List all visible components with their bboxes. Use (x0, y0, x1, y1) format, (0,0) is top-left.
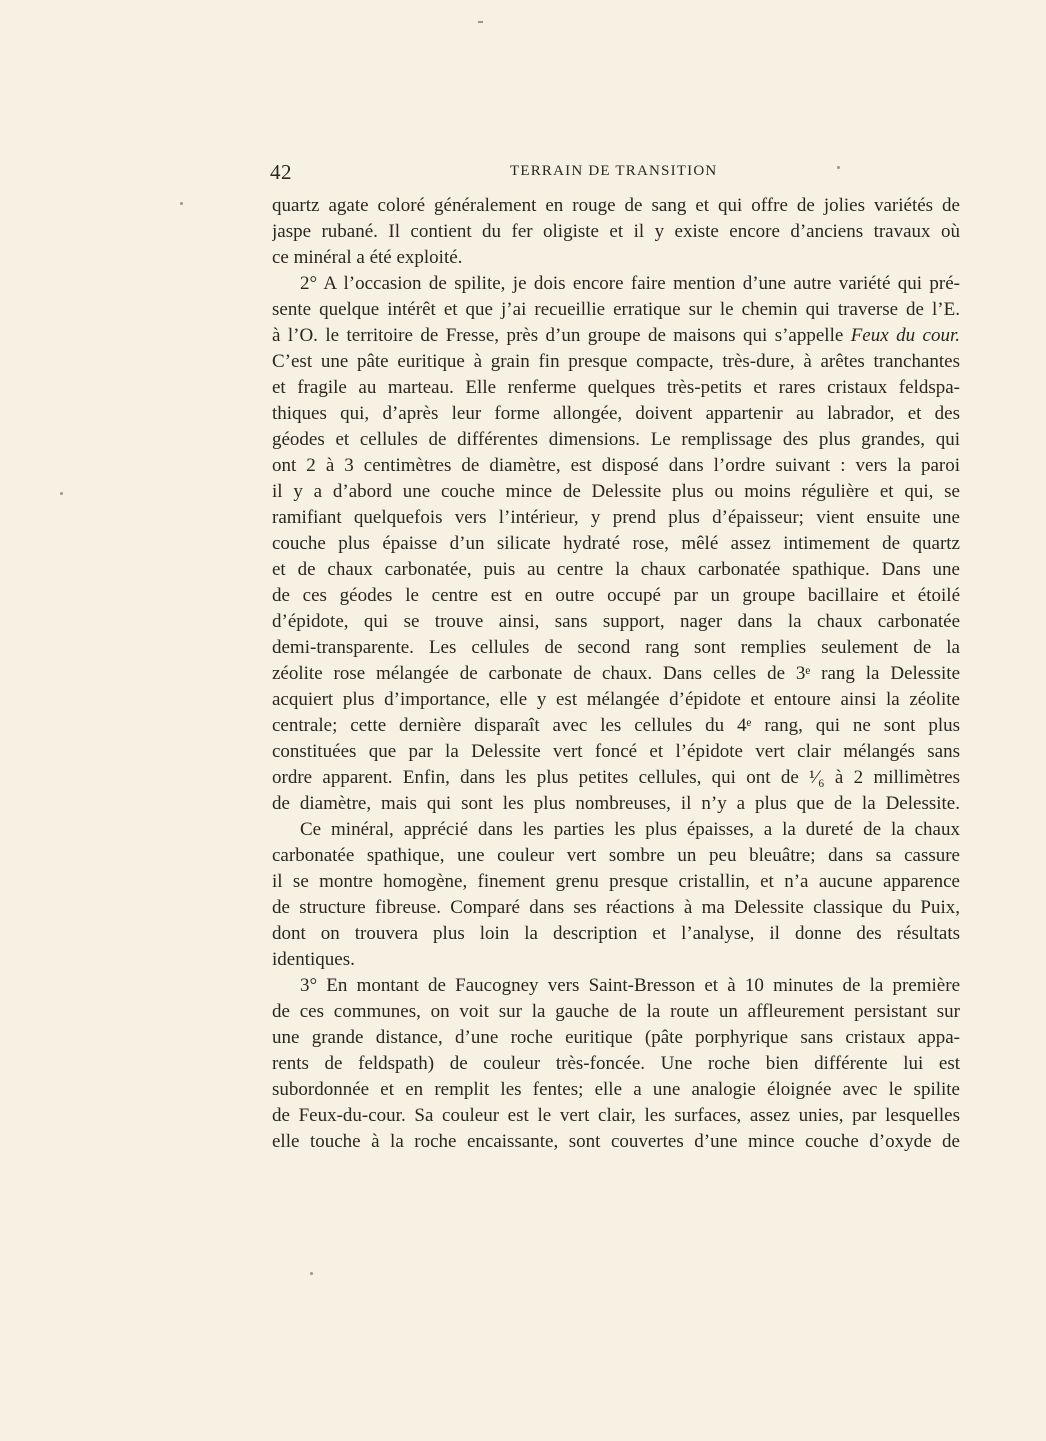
text-line: ont 2 à 3 centimètres de diamètre, est disposé dans l’ordre suivant : vers la paroi (272, 455, 960, 476)
text-line: ordre apparent. Enfin, dans les plus petites cellules, qui ont de ¹⁄₆ à 2 millimètres (272, 767, 960, 788)
text-line: de diamètre, mais qui sont les plus nombreuses, il n’y a plus que de la Delessite. (272, 793, 960, 814)
text-line-with-italic (272, 323, 960, 349)
text-line: ce minéral a été exploité. (272, 247, 463, 268)
text-line: il y a d’abord une couche mince de Delessite plus ou moins régulière et qui, se (272, 481, 960, 502)
text-line: rents de feldspath) de couleur très-foncée. Une roche bien différente lui est (272, 1053, 960, 1074)
text-line: carbonatée spathique, une couleur vert sombre un peu bleuâtre; dans sa cassure (272, 845, 960, 866)
text-line: géodes et cellules de différentes dimensions. Le remplissage des plus grandes, qui (272, 429, 960, 450)
text-line: de ces géodes le centre est en outre occupé par un groupe bacillaire et étoilé (272, 585, 960, 606)
text-line: zéolite rose mélangée de carbonate de chaux. Dans celles de 3ᵉ rang la Delessite (272, 663, 960, 684)
text-line: d’épidote, qui se trouve ainsi, sans support, nager dans la chaux carbonatée (272, 611, 960, 632)
text-line: thiques qui, d’après leur forme allongée, doivent appartenir au labrador, et des (272, 403, 960, 424)
text-line: demi-transparente. Les cellules de second rang sont remplies seulement de la (272, 637, 960, 658)
paper-speck (60, 492, 63, 495)
text-line: de Feux-du-cour. Sa couleur est le vert clair, les surfaces, assez unies, par lesquelles (272, 1105, 960, 1126)
paper-speck (478, 21, 483, 23)
text-line: centrale; cette dernière disparaît avec les cellules du 4ᵉ rang, qui ne sont plus (272, 715, 960, 736)
text-line: elle touche à la roche encaissante, sont couvertes d’une mince couche d’oxyde de (272, 1131, 960, 1152)
text-line: il se montre homogène, finement grenu presque cristallin, et n’a aucune apparence (272, 871, 960, 892)
text-line: 2° A l’occasion de spilite, je dois encore faire mention d’une autre variété qui pré- (300, 273, 960, 294)
text-line: ramifiant quelquefois vers l’intérieur, y prend plus d’épaisseur; vient ensuite une (272, 507, 960, 528)
text-line: de ces communes, on voit sur la gauche de la route un affleurement persistant sur (272, 1001, 960, 1022)
paper-speck (837, 166, 840, 169)
text-line: de structure fibreuse. Comparé dans ses réactions à ma Delessite classique du Puix, (272, 897, 960, 918)
running-title: TERRAIN DE TRANSITION (510, 163, 718, 179)
body-text (272, 193, 960, 1155)
page-number: 42 (270, 160, 292, 184)
text-line: et fragile au marteau. Elle renferme quelques très-petits et rares cristaux feldspa- (272, 377, 960, 398)
text-line: quartz agate coloré généralement en rouge de sang et qui offre de jolies variétés de (272, 195, 960, 216)
text-line: jaspe rubané. Il contient du fer oligiste et il y existe encore d’anciens travaux où (272, 221, 960, 242)
text-line: identiques. (272, 949, 355, 970)
text-line: dont on trouvera plus loin la description et l’analyse, il donne des résultats (272, 923, 960, 944)
text-line: et de chaux carbonatée, puis au centre la chaux carbonatée spathique. Dans une (272, 559, 960, 580)
text-line: acquiert plus d’importance, elle y est mélangée d’épidote et entoure ainsi la zéolite (272, 689, 960, 710)
text-line: 3° En montant de Faucogney vers Saint-Bresson et à 10 minutes de la première (300, 975, 960, 996)
paper-speck (180, 202, 183, 205)
italic-place-name: Feux du cour. (850, 325, 960, 346)
text-line: C’est une pâte euritique à grain fin presque compacte, très-dure, à arêtes tranchantes (272, 351, 960, 372)
text-line: constituées que par la Delessite vert foncé et l’épidote vert clair mélangés sans (272, 741, 960, 762)
text-segment: à l’O. le territoire de Fresse, près d’un groupe de maisons qui s’appelle (272, 325, 844, 346)
text-line: subordonnée et en remplit les fentes; elle a une analogie éloignée avec le spilite (272, 1079, 960, 1100)
text-line: une grande distance, d’une roche euritique (pâte porphyrique sans cristaux appa- (272, 1027, 960, 1048)
page-header (270, 160, 960, 186)
text-line: couche plus épaisse d’un silicate hydraté rose, mêlé assez intimement de quartz (272, 533, 960, 554)
paper-speck (310, 1272, 313, 1275)
text-line: sente quelque intérêt et que j’ai recueillie erratique sur le chemin qui traverse de l’E. (272, 299, 960, 320)
text-line: Ce minéral, apprécié dans les parties les plus épaisses, a la dureté de la chaux (300, 819, 960, 840)
